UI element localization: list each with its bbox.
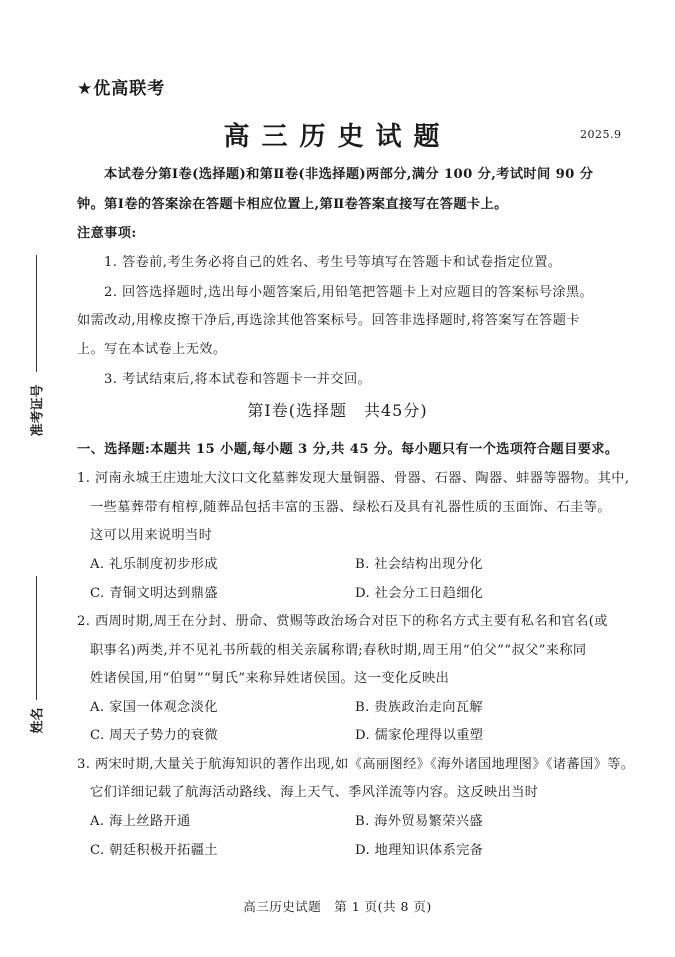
option-a: A. 礼乐制度初步形成 <box>90 557 218 572</box>
note-2-line-2: 如需改动,用橡皮擦干净后,再选涂其他答案标号。回答非选择题时,将答案写在答题卡 <box>77 313 580 328</box>
brand-label: ★优高联考 <box>77 79 166 99</box>
question-line: 一些墓葬带有棺椁,随葬品包括丰富的玉器、绿松石及具有礼器性质的玉面饰、石圭等。 <box>90 500 611 515</box>
option-d: D. 地理知识体系完备 <box>355 843 484 858</box>
note-1: 1. 答卷前,考生务必将自己的姓名、考生号等填写在答题卡和试卷指定位置。 <box>104 255 562 270</box>
option-d: D. 儒家伦理得以重塑 <box>355 728 484 743</box>
option-b: B. 贵族政治走向瓦解 <box>355 700 483 715</box>
intro-line-2: 钟。第Ⅰ卷的答案涂在答题卡相应位置上,第Ⅱ卷答案直接写在答题卡上。 <box>77 197 508 212</box>
question-line: 3. 两宋时期,大量关于航海知识的著作出现,如《高丽图经》《海外诸国地理图》《诸蕃国》等。 <box>77 757 635 772</box>
question-line: 1. 河南永城王庄遗址大汶口文化墓葬发现大量铜器、骨器、石器、陶器、蚌器等器物。其中, <box>77 471 630 486</box>
name-label: 姓名 <box>30 707 46 734</box>
page-footer: 高三历史试题 第 1 页(共 8 页) <box>243 899 432 914</box>
option-c: C. 青铜文明达到鼎盛 <box>90 586 218 601</box>
note-3: 3. 考试结束后,将本试卷和答题卡一并交回。 <box>104 372 372 387</box>
option-d: D. 社会分工日趋细化 <box>355 586 484 601</box>
option-a: A. 家国一体观念淡化 <box>90 700 218 715</box>
section-instruction: 一、选择题:本题共 15 小题,每小题 3 分,共 45 分。每小题只有一个选项符合题目要求。 <box>77 442 619 457</box>
option-c: C. 朝廷积极开拓疆土 <box>90 843 218 858</box>
option-a: A. 海上丝路开通 <box>90 814 191 829</box>
option-c: C. 周天子势力的衰微 <box>90 728 218 743</box>
option-b: B. 社会结构出现分化 <box>355 557 483 572</box>
question-line: 2. 西周时期,周王在分封、册命、赏赐等政治场合对臣下的称名方式主要有私名和官名(或 <box>77 614 608 629</box>
exam-id-underline[interactable] <box>36 255 37 372</box>
question-line: 这可以用来说明当时 <box>90 528 213 543</box>
page-title: 高三历史试题 <box>223 122 452 152</box>
exam-id-label: 准考证号 <box>30 384 46 437</box>
note-2-line-1: 2. 回答选择题时,选出每小题答案后,用铅笔把答题卡上对应题目的答案标号涂黑。 <box>104 285 594 300</box>
question-line: 职事名)两类,并不见礼书所载的相关亲属称谓;春秋时期,周王用“伯父”“叔父”来称同 <box>90 643 587 658</box>
name-underline[interactable] <box>36 576 37 700</box>
exam-date: 2025.9 <box>580 128 622 141</box>
option-b: B. 海外贸易繁荣兴盛 <box>355 814 483 829</box>
section-title: 第Ⅰ卷(选择题 共45分) <box>247 401 428 420</box>
note-2-line-3: 上。写在本试卷上无效。 <box>77 342 227 357</box>
question-line: 姓诸侯国,用“伯舅”“舅氏”来称异姓诸侯国。这一变化反映出 <box>90 671 450 686</box>
notes-heading: 注意事项: <box>77 226 137 241</box>
question-line: 它们详细记载了航海活动路线、海上天气、季风洋流等内容。这反映出当时 <box>90 785 539 800</box>
intro-line-1: 本试卷分第Ⅰ卷(选择题)和第Ⅱ卷(非选择题)两部分,满分 100 分,考试时间 90 分 <box>104 167 594 182</box>
